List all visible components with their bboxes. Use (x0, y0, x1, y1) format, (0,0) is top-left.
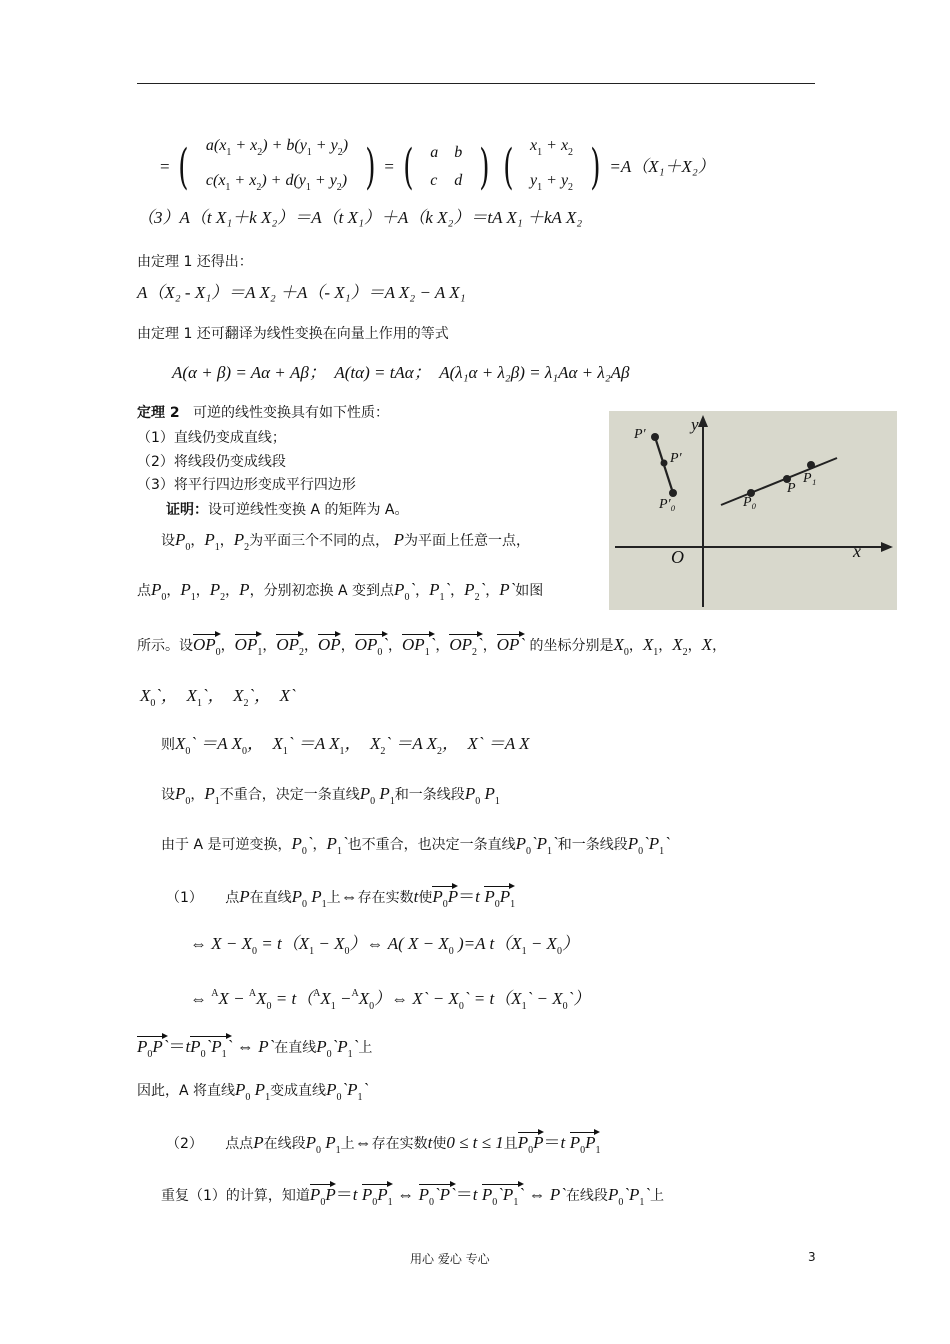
origin-label: O (671, 547, 684, 567)
property-1: （1）直线仍变成直线； (137, 430, 286, 446)
footer-center: 用心 爱心 专心 (410, 1252, 490, 1266)
label-p-prime-mid: P′ (670, 451, 682, 466)
label-p: P (787, 481, 796, 496)
matrix-equation: = ( $a(x_1 + x_2) + b(y_1 + y_2)$ $c(x_1 + x_2) + d(y_1 + y_2)$ ) = ( a b c d ) ( $x_1 + x_2$ $y_1 + y_2$ ) =A（X₁＋X₂） (160, 137, 715, 195)
case1-result: $P_0P`=tP_0`P_1`$ ⇔ P`在直线$P_0`P_1`$上 (137, 1034, 372, 1065)
linear-equations: A(α + β) = Aα + Aβ； A(tα) = tAα； A(λ₁α + λ₂β) = λ₁Aα + λ₂Aβ (172, 363, 630, 382)
page-number: 3 (808, 1250, 816, 1264)
axis-y-label: y (691, 415, 699, 434)
therefore-line: 因此，A 将直线$P_0$ $P_1$变成直线$P_0`P_1`$ (137, 1080, 369, 1103)
theorem2-heading: 定理 2 可逆的线性变换具有如下性质： (137, 405, 389, 421)
then-line: 则$X_0` =A$ $X_0$， $X_1` =A$ $X_1$， $X_2` =A$ $X_2$， X` ＝A X (161, 734, 530, 757)
label-p1: P₁ (803, 471, 817, 486)
label-p-prime-top: P′ (634, 427, 646, 442)
property-2: （2）将线段仍变成线段 (137, 454, 286, 470)
transformation-figure (609, 411, 897, 610)
equation-difference: A（X₂ - X₁）＝A X₂ ＋A（- X₁）＝A X₂ − A X₁ (137, 283, 466, 302)
proof-line: 证明：设可逆线性变换 A 的矩阵为 A。 (166, 502, 409, 518)
label-p0-prime: P′₀ (659, 497, 676, 512)
case2-line: （2） 点点P在线段$P_0$ $P_1$上⇔存在实数t使0 ≤ t ≤ 1且$P_0P=t$ $P_0P_1$ (166, 1130, 600, 1161)
theorem1-translate: 由定理 1 还可翻译为线性变换在向量上作用的等式 (137, 326, 449, 342)
property-3: （3）将平行四边形变成平行四边形 (137, 477, 356, 493)
map-points: 点$P_0$，$P_1$，$P_2$，P，分别初恋换 A 变到点$P_0`$，$P_1`$，$P_2`$，P`如图 (137, 580, 544, 603)
repeat-line: 重复（1）的计算，知道$P_0P=t$ $P_0P_1$ ⇔ $P_0`P`=t$ $P_0`P_1`$ ⇔ P`在线段$P_0`P_1`$上 (161, 1182, 664, 1213)
case1-equiv-1: ⇔ $X - X_0 = t(X_1$ − $X_0)\Leftrightarrow$ A( $X - X_0$ )=A $t(X_1 - X_0)$ (190, 934, 579, 957)
assume-line: 设$P_0$，$P_1$不重合，决定一条直线$P_0$ $P_1$和一条线段$P_0$ $P_1$ (161, 784, 500, 807)
case1-equiv-2: ⇔ $^AX - ^AX_0 = t(^AX_1$ $-^AX_0)\Leftrightarrow$ X` − $X_0`$ = $t(X_1`$ − $X_0`$） (190, 988, 591, 1012)
axis-x-label: x (853, 541, 861, 561)
theorem1-derive: 由定理 1 还得出： (137, 254, 253, 270)
label-p0: P₀ (743, 495, 757, 510)
case1-line: （1） 点P在直线$P_0$ $P_1$上⇔存在实数t使$P_0P=t$ $P_0P_1$ (166, 884, 515, 915)
setup-points: 设$P_0$，$P_1$，$P_2$为平面三个不同的点， P为平面上任意一点， (161, 530, 531, 553)
coords-prime: $X_0`$， $X_1`$， $X_2`$， X` (140, 686, 296, 709)
vectors-line: 所示。设$OP_0$，$OP_1$，$OP_2$，OP，$OP_0`$，$OP_1`$，$OP_2`$，OP` 的坐标分别是$X_0$，$X_1$，$X_2$，X， (137, 632, 726, 663)
header-rule (137, 83, 815, 84)
equation-3: （3）A（t X₁＋k X₂）＝A（t X₁）＋A（k X₂）＝tA X₁ ＋kA X₂ (137, 208, 583, 227)
invertible-line: 由于 A 是可逆变换，$P_0`$，$P_1`$也不重合，也决定一条直线$P_0`P_1`$和一条线段$P_0`P_1`$ (161, 834, 670, 857)
